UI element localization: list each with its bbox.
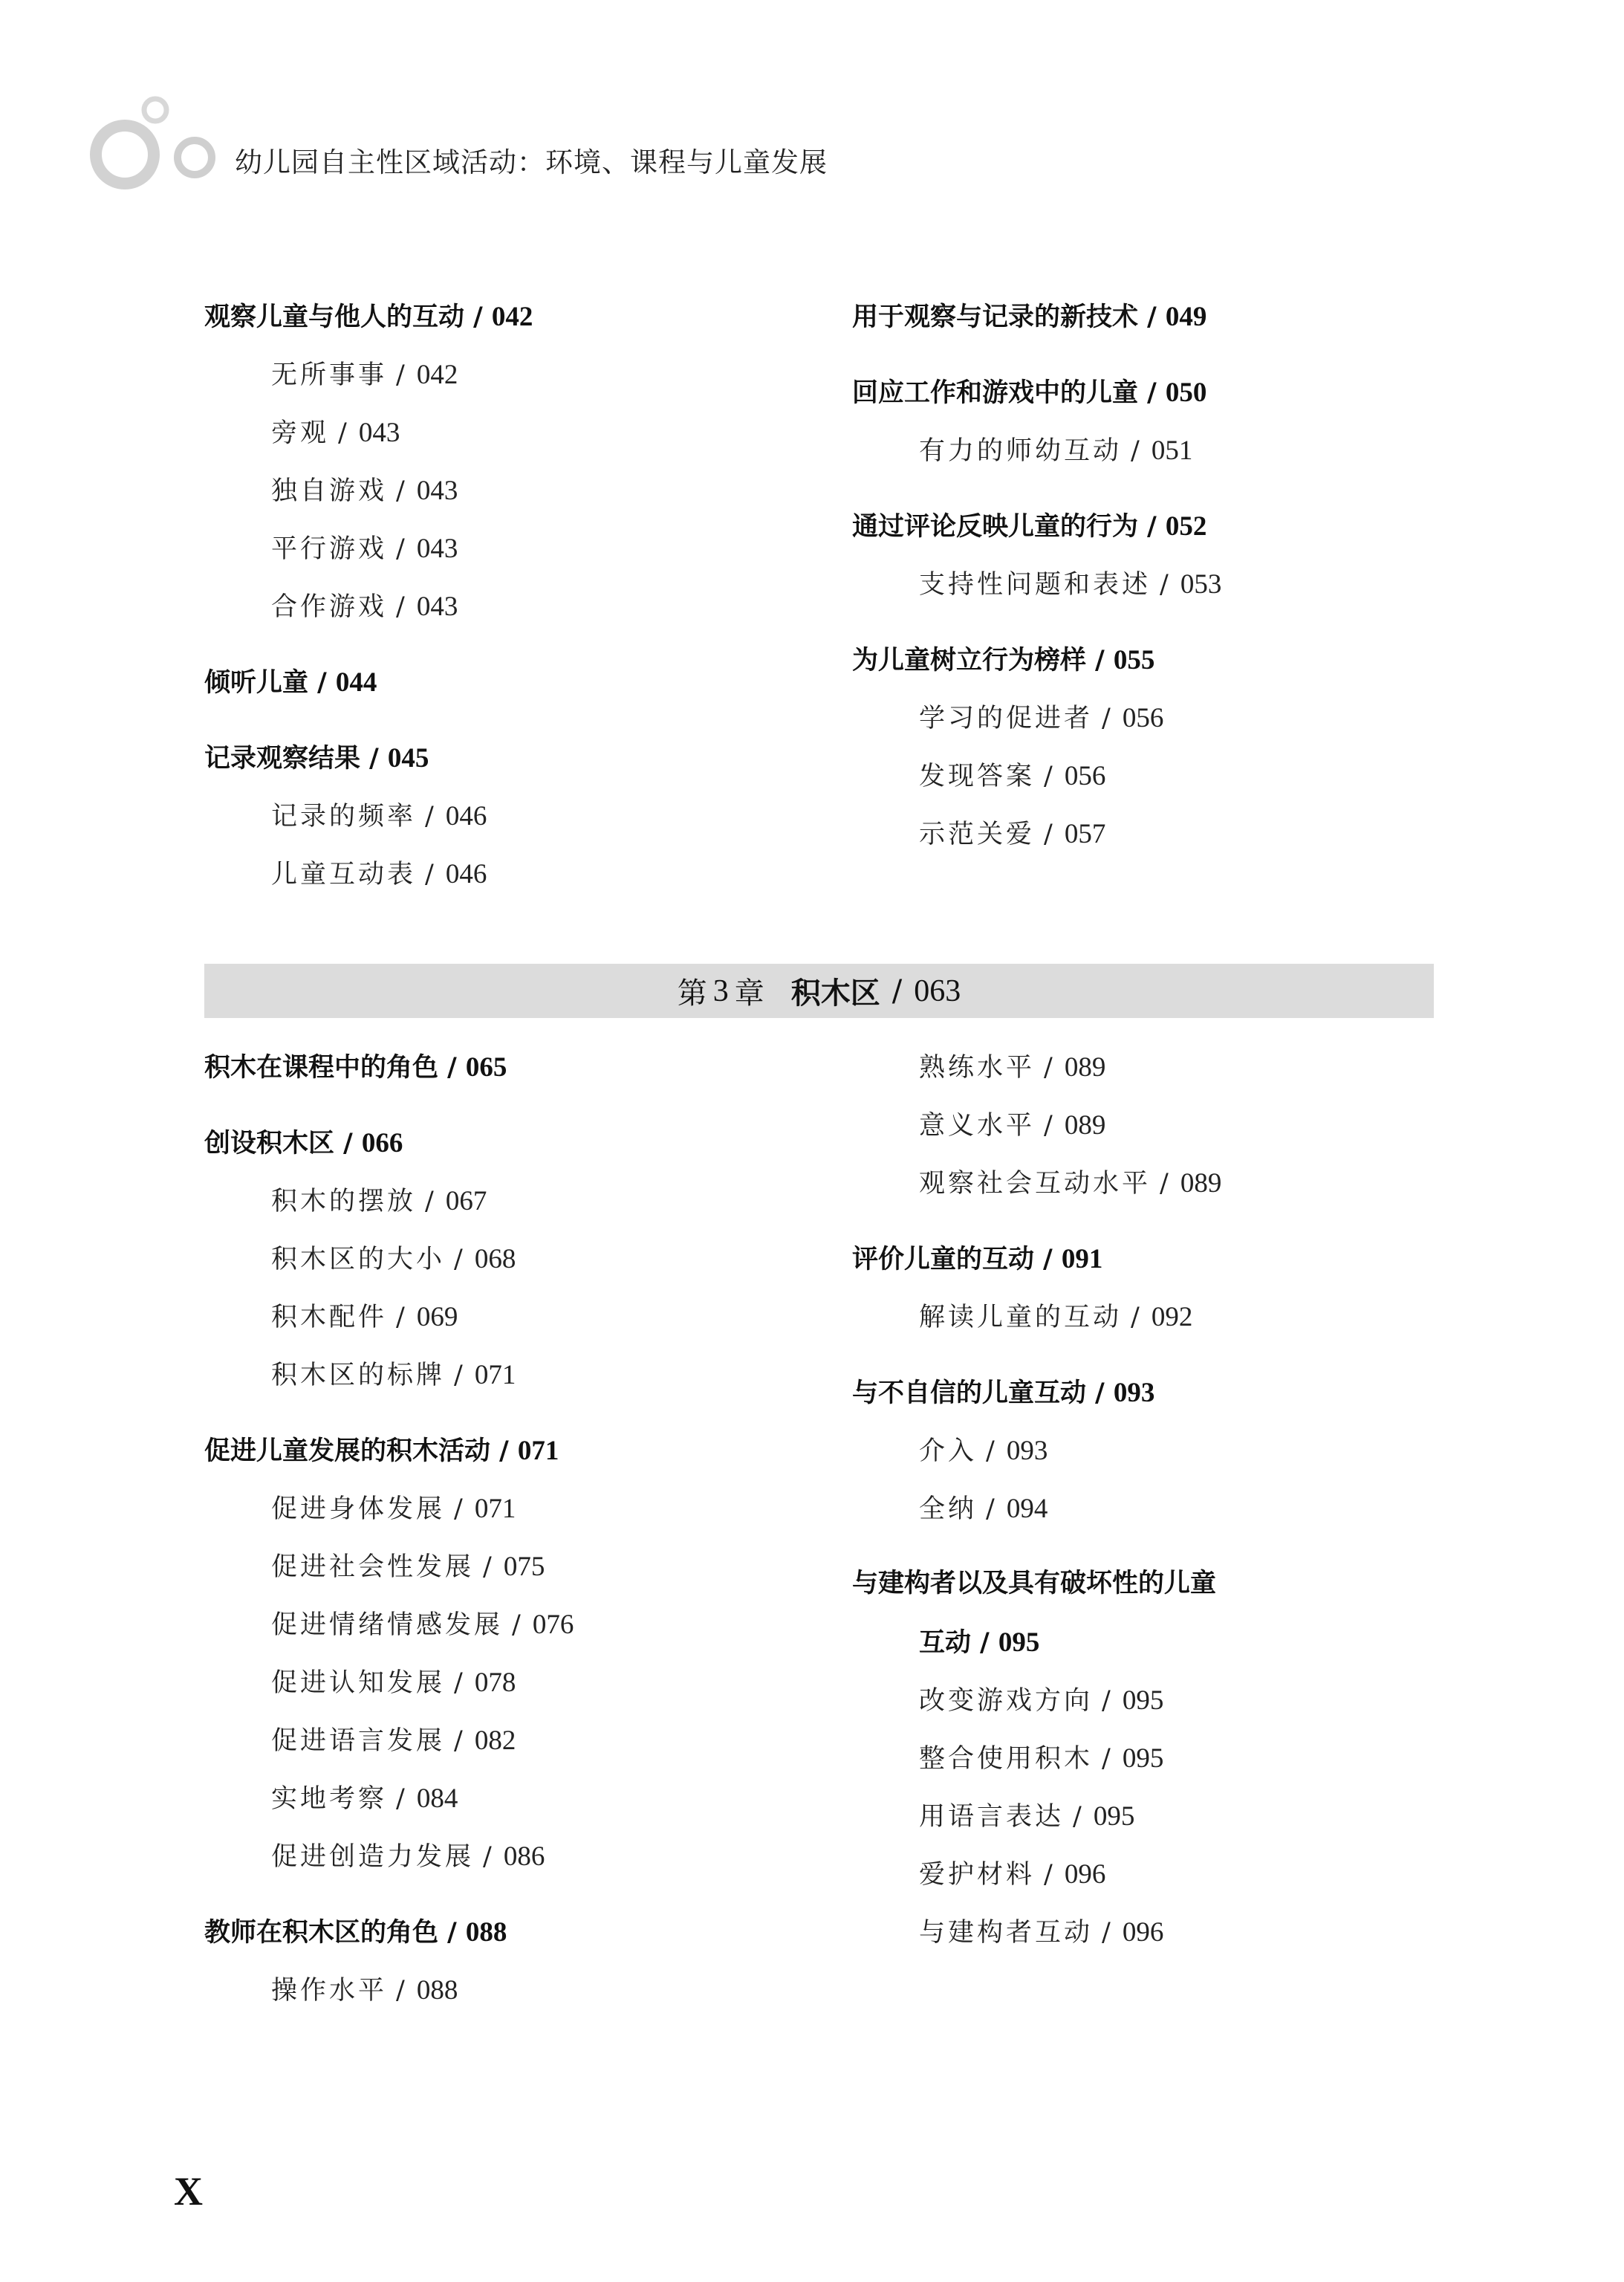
toc-subentry[interactable] [919, 1495, 1048, 1523]
toc-entry-page-number: 095 [1122, 1743, 1164, 1774]
toc-entry-page-number: 095 [1093, 1801, 1135, 1832]
toc-entry-separator: / [499, 1436, 509, 1466]
toc-heading-entry[interactable] [852, 1379, 1154, 1407]
small-ring-icon [144, 99, 166, 121]
toc-entry-separator: / [338, 418, 350, 448]
toc-subentry[interactable] [919, 1687, 1163, 1714]
toc-entry-page-number: 071 [517, 1436, 559, 1466]
toc-entry-separator: / [1147, 378, 1157, 408]
toc-entry-title: 用于观察与记录的新技术 [852, 302, 1139, 332]
toc-entry-page-number: 071 [474, 1494, 516, 1524]
toc-entry-title: 用语言表达 [919, 1802, 1065, 1832]
toc-entry-page-number: 050 [1165, 377, 1207, 408]
toc-entry-page-number: 096 [1064, 1859, 1106, 1890]
toc-entry-separator: / [1147, 302, 1157, 332]
toc-entry-title: 积木区的大小 [271, 1245, 446, 1274]
toc-subentry[interactable] [271, 1245, 516, 1273]
toc-entry-title: 无所事事 [271, 360, 388, 390]
toc-entry-separator: / [986, 1494, 998, 1524]
toc-subentry[interactable] [271, 593, 458, 620]
toc-entry-separator: / [454, 1494, 466, 1524]
toc-subentry[interactable] [271, 1843, 545, 1870]
toc-entry-separator: / [980, 1628, 990, 1658]
toc-entry-page-number: 046 [445, 801, 487, 832]
toc-entry-page-number: 043 [416, 534, 458, 564]
toc-entry-title: 操作水平 [271, 1976, 388, 2006]
toc-entry-separator: / [473, 302, 483, 332]
toc-entry-page-number: 076 [532, 1610, 574, 1640]
toc-subentry[interactable] [271, 535, 458, 563]
toc-subentry[interactable] [919, 704, 1163, 732]
chapter-separator: / [891, 973, 903, 1008]
chapter-number: 3 [712, 973, 729, 1008]
toc-subentry[interactable] [919, 820, 1105, 848]
toc-entry-title: 意义水平 [919, 1111, 1036, 1141]
toc-entry-title: 改变游戏方向 [919, 1686, 1094, 1716]
toc-subentry[interactable] [271, 803, 487, 830]
toc-entry-title: 全纳 [919, 1494, 978, 1524]
toc-entry-separator: / [454, 1726, 466, 1756]
toc-entry-page-number: 056 [1122, 703, 1164, 733]
toc-entry-separator: / [1102, 704, 1114, 733]
toc-entry-title: 与建构者以及具有破坏性的儿童 [852, 1569, 1217, 1598]
toc-entry-title: 学习的促进者 [919, 704, 1094, 733]
toc-entry-title: 与建构者互动 [919, 1918, 1094, 1948]
toc-entry-title: 促进创造力发展 [271, 1842, 475, 1872]
toc-heading-entry[interactable] [852, 1245, 1102, 1273]
toc-entry-separator: / [483, 1552, 495, 1582]
toc-entry-page-number: 043 [358, 418, 400, 448]
toc-subentry[interactable] [271, 419, 400, 447]
toc-entry-separator: / [447, 1918, 457, 1948]
toc-entry-separator: / [1044, 762, 1056, 791]
toc-subentry[interactable] [919, 571, 1221, 598]
toc-subentry[interactable] [919, 1861, 1105, 1888]
toc-heading-entry[interactable] [204, 303, 533, 331]
toc-heading-entry[interactable] [852, 1571, 1216, 1597]
toc-entry-separator: / [454, 1668, 466, 1698]
toc-entry-separator: / [1073, 1802, 1085, 1832]
toc-entry-title: 介入 [919, 1436, 978, 1466]
toc-entry-title: 爱护材料 [919, 1860, 1036, 1890]
toc-entry-separator: / [1131, 436, 1143, 466]
toc-entry-separator: / [1160, 570, 1172, 600]
toc-entry-page-number: 075 [503, 1552, 545, 1582]
toc-entry-page-number: 055 [1113, 645, 1155, 675]
toc-heading-entry[interactable] [852, 303, 1206, 331]
toc-entry-page-number: 089 [1180, 1168, 1222, 1199]
toc-entry-separator: / [1102, 1686, 1114, 1716]
chapter-page-number: 063 [914, 973, 961, 1008]
toc-entry-page-number: 095 [998, 1627, 1040, 1658]
toc-heading-entry[interactable] [204, 1054, 507, 1081]
toc-heading-entry[interactable] [852, 646, 1154, 674]
toc-entry-title: 积木区的标牌 [271, 1361, 446, 1390]
toc-entry-title: 通过评论反映儿童的行为 [852, 512, 1139, 542]
toc-subentry[interactable] [271, 1303, 458, 1331]
toc-entry-page-number: 086 [503, 1841, 545, 1872]
large-ring-icon [96, 126, 154, 184]
medium-ring-icon [178, 140, 212, 175]
toc-entry-separator: / [447, 1053, 457, 1083]
toc-subentry[interactable] [919, 1745, 1163, 1772]
header-circles-decoration [0, 0, 238, 223]
toc-entry-separator: / [1147, 512, 1157, 542]
toc-entry-separator: / [1044, 820, 1056, 849]
toc-entry-separator: / [512, 1610, 524, 1640]
toc-entry-page-number: 088 [465, 1917, 507, 1948]
toc-entry-title: 解读儿童的互动 [919, 1303, 1123, 1332]
toc-entry-title: 积木的摆放 [271, 1187, 417, 1216]
toc-subentry[interactable] [271, 1495, 516, 1523]
toc-entry-title: 儿童互动表 [271, 860, 417, 889]
toc-heading-entry[interactable] [852, 379, 1206, 406]
toc-entry-title: 实地考察 [271, 1784, 388, 1814]
toc-subentry[interactable] [271, 1553, 545, 1581]
toc-entry-page-number: 078 [474, 1667, 516, 1698]
toc-entry-title: 支持性问题和表述 [919, 570, 1152, 600]
toc-subentry[interactable] [271, 860, 487, 888]
toc-entry-title: 倾听儿童 [204, 668, 309, 698]
toc-entry-title: 整合使用积木 [919, 1744, 1094, 1774]
toc-entry-page-number: 051 [1151, 435, 1193, 466]
toc-entry-page-number: 052 [1165, 511, 1207, 542]
toc-heading-entry[interactable] [852, 513, 1206, 540]
toc-entry-page-number: 071 [474, 1360, 516, 1390]
toc-entry-separator: / [396, 360, 408, 390]
toc-entry-separator: / [425, 860, 437, 889]
toc-entry-title: 促进社会性发展 [271, 1552, 475, 1582]
toc-heading-entry[interactable] [204, 745, 429, 772]
toc-entry-page-number: 093 [1113, 1378, 1155, 1408]
toc-entry-page-number: 042 [491, 302, 533, 332]
toc-entry-title: 熟练水平 [919, 1053, 1036, 1083]
toc-entry-title: 合作游戏 [271, 592, 388, 622]
toc-entry-separator: / [369, 744, 379, 774]
toc-entry-title: 回应工作和游戏中的儿童 [852, 378, 1139, 408]
toc-entry-title: 积木在课程中的角色 [204, 1053, 439, 1083]
toc-entry-separator: / [1102, 1918, 1114, 1948]
toc-entry-page-number: 094 [1006, 1494, 1048, 1524]
toc-subentry[interactable] [919, 437, 1192, 464]
toc-subentry[interactable] [919, 1170, 1221, 1197]
toc-entry-separator: / [396, 592, 408, 622]
toc-entry-separator: / [1131, 1303, 1143, 1332]
toc-heading-entry[interactable] [204, 1129, 403, 1157]
toc-entry-title: 教师在积木区的角色 [204, 1918, 439, 1948]
toc-heading-entry[interactable] [204, 1437, 559, 1465]
toc-entry-title: 积木配件 [271, 1303, 388, 1332]
toc-subentry[interactable] [919, 1437, 1048, 1465]
chapter-label-prefix: 第 [677, 976, 707, 1011]
toc-entry-page-number: 092 [1151, 1302, 1193, 1332]
toc-entry-separator: / [1160, 1169, 1172, 1199]
toc-entry-page-number: 082 [474, 1725, 516, 1756]
chapter-label-suffix: 章 [734, 976, 764, 1011]
toc-entry-separator: / [396, 1303, 408, 1332]
toc-entry-title: 有力的师幼互动 [919, 436, 1123, 466]
toc-entry-title: 平行游戏 [271, 534, 388, 564]
toc-entry-title: 为儿童树立行为榜样 [852, 646, 1087, 675]
toc-heading-entry[interactable] [204, 1919, 507, 1946]
toc-subentry[interactable] [919, 1054, 1105, 1081]
chapter-heading-bar[interactable] [204, 964, 1434, 1018]
toc-entry-page-number: 066 [361, 1128, 403, 1158]
toc-entry-title: 与不自信的儿童互动 [852, 1378, 1087, 1408]
toc-entry-page-number: 042 [416, 360, 458, 390]
toc-subentry[interactable] [271, 1669, 516, 1696]
toc-entry-title: 促进语言发展 [271, 1726, 446, 1756]
toc-entry-page-number: 089 [1064, 1052, 1106, 1083]
toc-entry-title: 独自游戏 [271, 476, 388, 506]
toc-entry-separator: / [1043, 1245, 1053, 1274]
toc-entry-separator: / [454, 1361, 466, 1390]
toc-subentry[interactable] [271, 361, 458, 389]
toc-entry-separator: / [1095, 1378, 1105, 1408]
toc-entry-separator: / [396, 534, 408, 564]
toc-entry-title: 观察社会互动水平 [919, 1169, 1152, 1199]
toc-entry-title: 发现答案 [919, 762, 1036, 791]
toc-subentry[interactable] [271, 1977, 458, 2004]
toc-entry-page-number: 053 [1180, 569, 1222, 600]
toc-entry-title: 记录的频率 [271, 802, 417, 832]
toc-entry-page-number: 067 [445, 1186, 487, 1216]
toc-heading-entry[interactable] [204, 669, 377, 696]
toc-subentry[interactable] [919, 1303, 1192, 1331]
toc-entry-title: 促进认知发展 [271, 1668, 446, 1698]
toc-entry-separator: / [1044, 1860, 1056, 1890]
toc-entry-page-number: 043 [416, 591, 458, 622]
page-number-marker: X [174, 2169, 203, 2214]
toc-entry-page-number: 046 [445, 859, 487, 889]
toc-entry-title: 促进儿童发展的积木活动 [204, 1436, 491, 1466]
toc-subentry[interactable] [271, 1361, 516, 1389]
toc-entry-page-number: 091 [1061, 1244, 1103, 1274]
toc-entry-separator: / [317, 668, 327, 698]
toc-subentry[interactable] [271, 477, 458, 505]
toc-subentry[interactable] [271, 1727, 516, 1754]
toc-subentry[interactable] [919, 1803, 1134, 1830]
toc-entry-page-number: 056 [1064, 761, 1106, 791]
toc-entry-page-number: 096 [1122, 1917, 1164, 1948]
toc-entry-separator: / [483, 1842, 495, 1872]
toc-entry-separator: / [396, 476, 408, 506]
toc-entry-separator: / [343, 1129, 353, 1158]
toc-entry-separator: / [396, 1784, 408, 1814]
toc-subentry[interactable] [271, 1611, 574, 1638]
toc-entry-title: 促进情绪情感发展 [271, 1610, 504, 1640]
toc-entry-separator: / [1102, 1744, 1114, 1774]
toc-entry-page-number: 093 [1006, 1436, 1048, 1466]
toc-subentry[interactable] [271, 1785, 458, 1812]
toc-entry-page-number: 043 [416, 476, 458, 506]
toc-entry-separator: / [454, 1245, 466, 1274]
toc-entry-separator: / [1044, 1053, 1056, 1083]
chapter-name: 积木区 [790, 976, 880, 1011]
toc-entry-page-number: 069 [416, 1302, 458, 1332]
toc-entry-separator: / [425, 802, 437, 832]
toc-entry-title: 观察儿童与他人的互动 [204, 302, 465, 332]
toc-heading-entry[interactable] [919, 1629, 1039, 1656]
toc-entry-title: 创设积木区 [204, 1129, 335, 1158]
toc-entry-title: 促进身体发展 [271, 1494, 446, 1524]
toc-entry-page-number: 057 [1064, 819, 1106, 849]
toc-subentry[interactable] [919, 762, 1105, 790]
toc-entry-title: 旁观 [271, 418, 330, 448]
running-header-title: 幼儿园自主性区域活动：环境、课程与儿童发展 [235, 146, 828, 178]
toc-subentry[interactable] [271, 1187, 487, 1215]
toc-entry-title: 评价儿童的互动 [852, 1245, 1035, 1274]
toc-entry-title: 互动 [919, 1628, 972, 1658]
toc-entry-page-number: 088 [416, 1975, 458, 2006]
toc-entry-page-number: 089 [1064, 1110, 1106, 1141]
toc-entry-separator: / [396, 1976, 408, 2006]
toc-entry-page-number: 045 [387, 743, 429, 774]
toc-entry-page-number: 095 [1122, 1685, 1164, 1716]
toc-entry-page-number: 065 [465, 1052, 507, 1083]
toc-entry-page-number: 068 [474, 1244, 516, 1274]
toc-entry-separator: / [425, 1187, 437, 1216]
toc-subentry[interactable] [919, 1919, 1163, 1946]
toc-entry-title: 记录观察结果 [204, 744, 361, 774]
toc-entry-title: 示范关爱 [919, 820, 1036, 849]
toc-entry-page-number: 044 [335, 667, 377, 698]
toc-entry-page-number: 084 [416, 1783, 458, 1814]
toc-entry-separator: / [986, 1436, 998, 1466]
toc-entry-page-number: 049 [1165, 302, 1207, 332]
toc-entry-separator: / [1095, 646, 1105, 675]
toc-entry-separator: / [1044, 1111, 1056, 1141]
toc-subentry[interactable] [919, 1112, 1105, 1139]
